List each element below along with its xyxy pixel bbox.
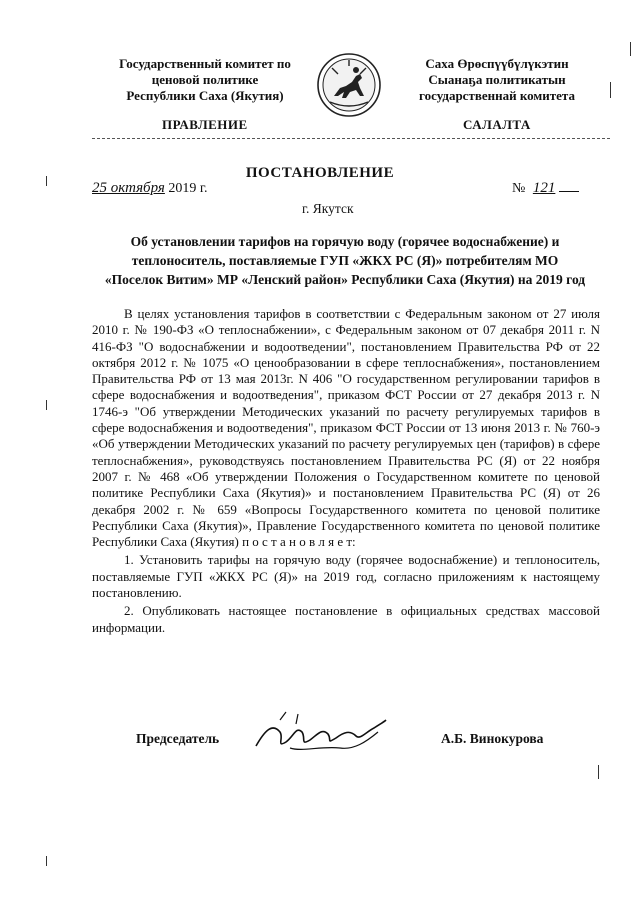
scan-mark xyxy=(46,856,47,866)
document-date xyxy=(92,180,208,197)
subject-line-1: Об установлении тарифов на горячую воду (горячее водоснабжение) и xyxy=(130,234,560,249)
document-body xyxy=(92,306,600,636)
document-number xyxy=(512,180,579,197)
header-right-line-2: Сыанаҕа политикатын xyxy=(428,72,566,87)
date-handwritten: 25 октября xyxy=(92,180,165,196)
number-label: № xyxy=(512,181,526,196)
subject-line-2: теплоноситель, поставляемые ГУП «ЖКХ РС (Я)» потребителям МО xyxy=(131,253,559,268)
body-paragraph-1: В целях установления тарифов в соответствии с Федеральным законом от 27 июля 2010 г. № 190-ФЗ «О теплоснабжении», с Федеральным законом от 07 декабря 2011 г. N 416-ФЗ "О водоснабжении и водоотведении", постановлением Правительства РФ от 22 октября 2012 г. № 1075 «О ценообразовании в сфере теплоснабжения», постановлением Правительства РФ от 13 мая 2013г. N 406 "О государственном регулировании тарифов в сфере водоснабжения и водоотведения", приказом ФСТ России от 27 декабря 2013 г. N 1746-э "Об утверждении Методических указаний по расчету регулируемых тарифов в сфере водоснабжения и водоотведения", приказом ФСТ России от 13 июня 2013 г. № 760-э «Об утверждении Методических указаний по расчету регулируемых цен (тарифов) в сфере теплоснабжения», руководствуясь постановлением Правительства РС (Я) от 22 ноября 2007 г. № 468 «Об утверждении Положения о Государственном комитете по ценовой политике Республики Саха (Якутия)» и постановлением Правительства РС (Я) от 26 декабря 2002 г. № 659 «Вопросы Государственного комитета по ценовой политике Республики Саха (Якутия)», Правление Государственного комитета по ценовой политике Республики Саха (Якутия) п о с т а н о в л я е т: xyxy=(92,306,600,550)
signature-role: Председатель xyxy=(136,731,220,746)
header-left-line-2: ценовой политике xyxy=(151,72,259,87)
document-title: ПОСТАНОВЛЕНИЕ xyxy=(245,165,395,181)
header-right-sub: САЛАЛТА xyxy=(463,117,531,132)
header-right-line-3: государственнай комитета xyxy=(419,88,575,103)
header-divider xyxy=(92,138,610,139)
scan-mark xyxy=(610,82,611,98)
body-paragraph-2: 1. Установить тарифы на горячую воду (горячее водоснабжение) и теплоноситель, поставляемые ГУП «ЖКХ РС (Я)» на 2019 год, согласно приложениям к настоящему постановлению. xyxy=(92,552,600,601)
header-left-block xyxy=(100,56,310,104)
header-left-line-1: Государственный комитет по xyxy=(119,56,291,71)
header-left-sub: ПРАВЛЕНИЕ xyxy=(162,117,248,132)
signature-name: А.Б. Винокурова xyxy=(441,731,544,746)
scan-mark xyxy=(46,176,47,186)
subject-line-3: «Поселок Витим» МР «Ленский район» Республики Саха (Якутия) на 2019 год xyxy=(104,272,586,287)
document-subject xyxy=(80,232,610,289)
coat-of-arms-icon xyxy=(316,52,382,118)
scan-mark xyxy=(630,42,631,56)
number-handwritten: 121 xyxy=(532,180,556,196)
body-paragraph-3: 2. Опубликовать настоящее постановление в официальных средствах массовой информации. xyxy=(92,603,600,635)
scan-mark xyxy=(46,400,47,410)
scan-mark xyxy=(598,765,599,779)
header-right-block xyxy=(392,56,602,104)
date-year: 2019 г. xyxy=(168,181,208,196)
signature-icon xyxy=(250,702,390,772)
header-right-line-1: Саха Өрөспүүбүлүкэтин xyxy=(425,56,569,71)
document-city: г. Якутск xyxy=(302,201,354,216)
header-left-line-3: Республики Саха (Якутия) xyxy=(126,88,284,103)
